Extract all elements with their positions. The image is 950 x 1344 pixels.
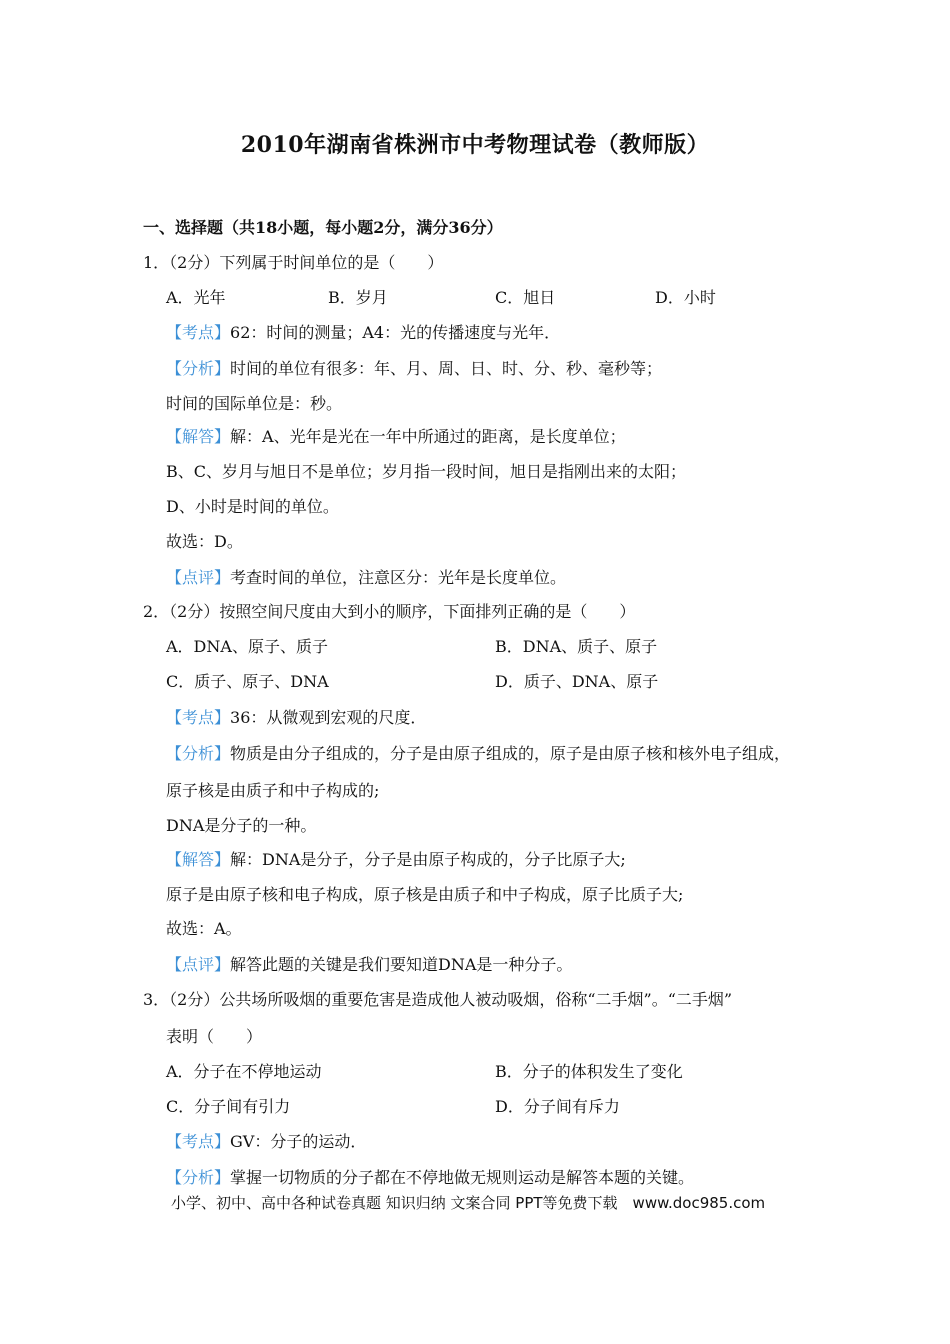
q3-kaodian [166, 1132, 366, 1152]
q1-jieda [166, 427, 626, 447]
question-3-stem-line-2: 表明（ ） [166, 1027, 263, 1046]
q1-option-d: D．小时 [655, 288, 716, 307]
q1-dianping [166, 568, 566, 588]
q1-jieda-line-2: B、C、岁月与旭日不是单位；岁月指一段时间，旭日是指刚出来的太阳； [166, 462, 687, 481]
question-1-stem: 1．（2分）下列属于时间单位的是（ ） [143, 253, 444, 272]
fenxi-text: 掌握一切物质的分子都在不停地做无规则运动是解答本题的关键。 [230, 1168, 695, 1187]
kaodian-tag: 【考点】 [166, 1132, 231, 1151]
q2-fenxi-line-2: 原子核是由质子和中子构成的; [166, 781, 380, 800]
jieda-text: 解：DNA是分子，分子是由原子构成的，分子比原子大; [230, 850, 626, 869]
dianping-text: 解答此题的关键是我们要知道DNA是一种分子。 [230, 955, 573, 974]
dianping-tag: 【点评】 [166, 568, 231, 587]
q2-jieda [166, 850, 626, 870]
q2-jieda-line-2: 原子是由原子核和电子构成，原子核是由质子和中子构成，原子比质子大; [166, 885, 684, 904]
q1-answer: 故选：D。 [166, 532, 243, 551]
q1-option-a: A．光年 [166, 288, 226, 307]
q2-fenxi-line-3: DNA是分子的一种。 [166, 816, 317, 835]
fenxi-text: 时间的单位有很多：年、月、周、日、时、分、秒、毫秒等； [230, 359, 663, 378]
kaodian-text: GV：分子的运动． [230, 1132, 367, 1151]
q2-option-a: A．DNA、原子、质子 [166, 637, 328, 656]
q3-option-b: B．分子的体积发生了变化 [495, 1062, 683, 1081]
q2-option-d: D．质子、DNA、原子 [495, 672, 659, 691]
q3-fenxi [166, 1168, 694, 1188]
q3-option-a: A．分子在不停地运动 [166, 1062, 322, 1081]
kaodian-text: 36：从微观到宏观的尺度． [230, 708, 427, 727]
dianping-tag: 【点评】 [166, 955, 231, 974]
q2-answer: 故选：A。 [166, 919, 242, 938]
q1-option-b: B．岁月 [328, 288, 388, 307]
q3-option-c: C．分子间有引力 [166, 1097, 291, 1116]
jieda-text: 解：A、光年是光在一年中所通过的距离，是长度单位； [230, 427, 626, 446]
kaodian-tag: 【考点】 [166, 323, 231, 342]
fenxi-text: 物质是由分子组成的，分子是由原子组成的，原子是由原子核和核外电子组成， [230, 744, 791, 763]
jieda-tag: 【解答】 [166, 427, 231, 446]
q1-option-c: C．旭日 [495, 288, 556, 307]
q1-fenxi [166, 359, 662, 379]
q1-fenxi-line-2: 时间的国际单位是：秒。 [166, 394, 343, 413]
question-2-stem: 2．（2分）按照空间尺度由大到小的顺序，下面排列正确的是（ ） [143, 602, 636, 621]
jieda-tag: 【解答】 [166, 850, 231, 869]
page-footer: 小学、初中、高中各种试卷真题 知识归纳 文案合同 PPT等免费下载 www.doc985.com [171, 1194, 766, 1212]
q2-dianping [166, 955, 572, 975]
q3-option-d: D．分子间有斥力 [495, 1097, 620, 1116]
fenxi-tag: 【分析】 [166, 744, 231, 763]
dianping-text: 考查时间的单位，注意区分：光年是长度单位。 [230, 568, 567, 587]
q1-jieda-line-3: D、小时是时间的单位。 [166, 497, 339, 516]
q2-kaodian [166, 708, 426, 728]
q2-option-b: B．DNA、质子、原子 [495, 637, 658, 656]
fenxi-tag: 【分析】 [166, 1168, 231, 1187]
q1-kaodian [166, 323, 560, 343]
fenxi-tag: 【分析】 [166, 359, 231, 378]
q2-fenxi [166, 744, 790, 764]
page-title: 2010年湖南省株洲市中考物理试卷（教师版） [240, 132, 710, 158]
q2-option-c: C．质子、原子、DNA [166, 672, 329, 691]
kaodian-tag: 【考点】 [166, 708, 231, 727]
kaodian-text: 62：时间的测量；A4：光的传播速度与光年． [230, 323, 561, 342]
question-3-stem: 3．（2分）公共场所吸烟的重要危害是造成他人被动吸烟，俗称“二手烟”。“二手烟” [143, 990, 733, 1009]
section-heading: 一、选择题（共18小题，每小题2分，满分36分） [143, 218, 503, 237]
